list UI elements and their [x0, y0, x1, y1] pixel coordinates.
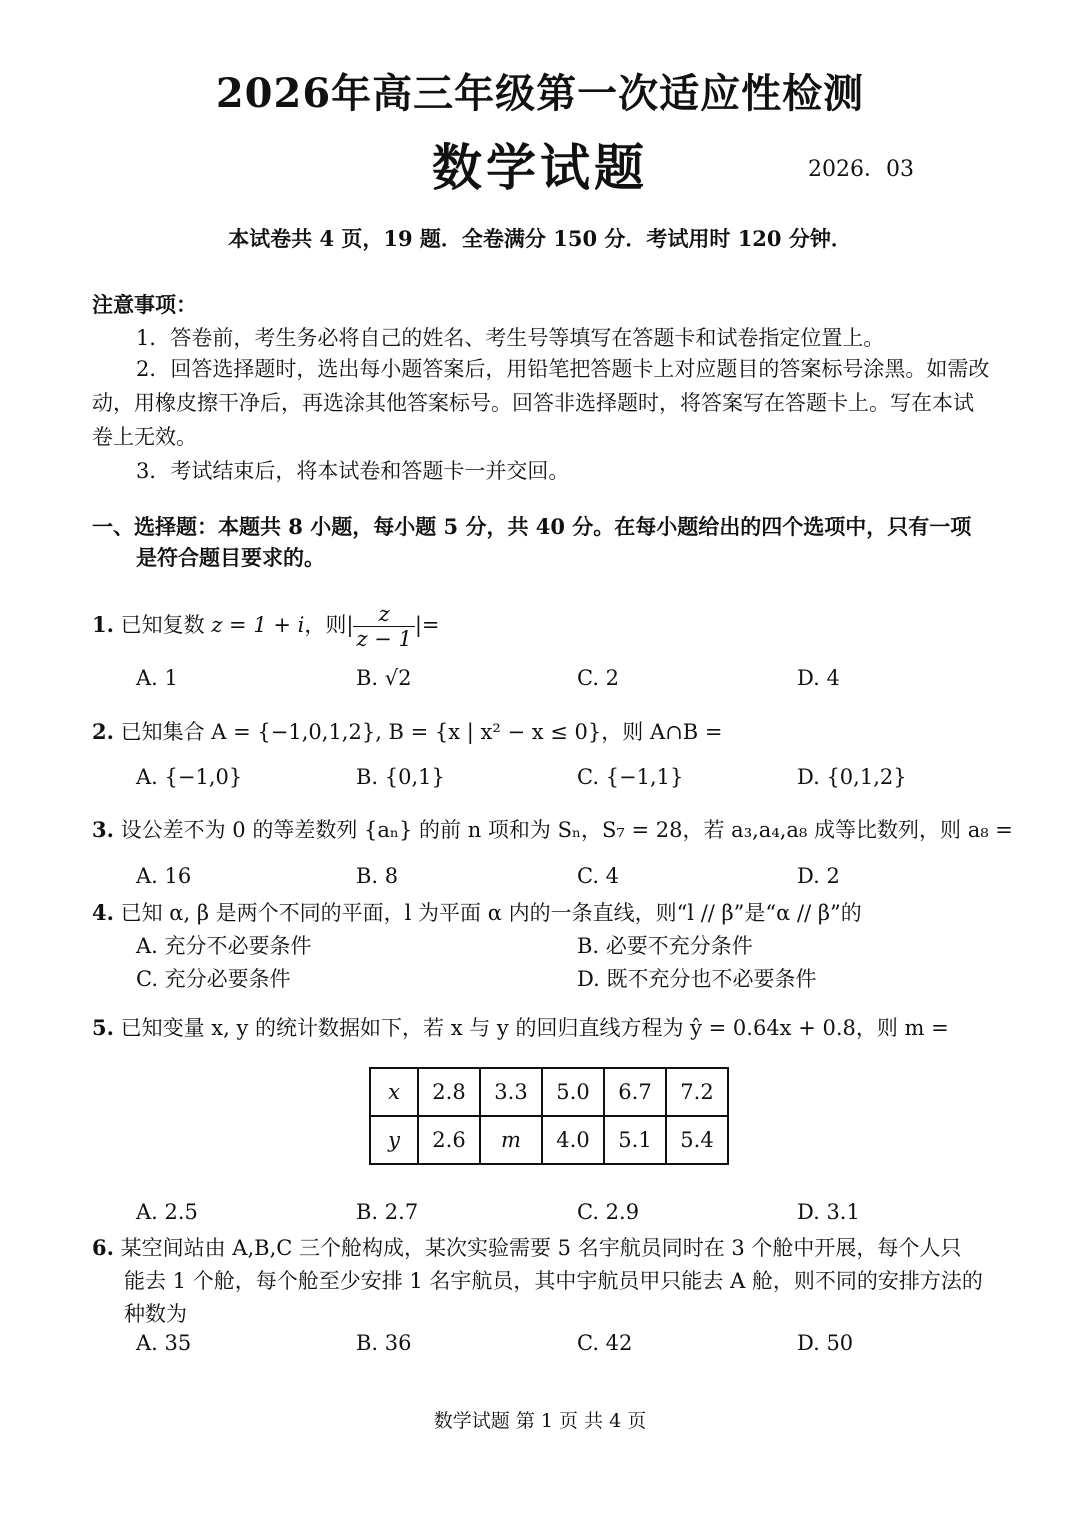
- question-5: [92, 1012, 949, 1042]
- question-text: 已知 α, β 是两个不同的平面，l 为平面 α 内的一条直线，则“l // β”是“α // β”的: [120, 901, 862, 925]
- question-2: [92, 716, 722, 746]
- table-cell: 3.3: [480, 1068, 542, 1116]
- q2-option-d: D. {0,1,2}: [797, 765, 907, 789]
- question-3: [92, 814, 1013, 844]
- question-end: |=: [414, 613, 440, 637]
- statistics-table: [369, 1067, 729, 1165]
- table-cell: m: [480, 1116, 542, 1164]
- page-footer: 数学试题 第 1 页 共 4 页: [433, 1410, 647, 1432]
- q4-option-c: C. 充分必要条件: [136, 967, 291, 991]
- table-cell: 5.0: [542, 1068, 604, 1116]
- fraction-numerator: z: [353, 602, 414, 627]
- question-text: 已知复数: [120, 613, 205, 637]
- question-number: 6.: [92, 1235, 114, 1260]
- table-cell: 6.7: [604, 1068, 666, 1116]
- section-heading-line1: 一、选择题：本题共 8 小题，每小题 5 分，共 40 分。在每小题给出的四个选项中，只有一项: [92, 514, 972, 539]
- q5-option-c: C. 2.9: [577, 1200, 640, 1224]
- table-cell: 7.2: [666, 1068, 728, 1116]
- q1-option-d: D. 4: [797, 666, 840, 690]
- question-number: 5.: [92, 1015, 114, 1040]
- subject-title: 数学试题: [432, 138, 648, 197]
- question-6-line2: 能去 1 个舱，每个舱至少安排 1 名宇航员，其中宇航员甲只能去 A 舱，则不同的安排方法的: [124, 1269, 983, 1293]
- q2-option-a: A. {−1,0}: [136, 765, 243, 789]
- question-6: [92, 1232, 961, 1262]
- question-number: 4.: [92, 900, 114, 925]
- question-text: 已知集合 A = {−1,0,1,2}, B = {x | x² − x ≤ 0}，则 A∩B =: [120, 720, 723, 744]
- question-text: 设公差不为 0 的等差数列 {aₙ} 的前 n 项和为 Sₙ，S₇ = 28，若 a₃,a₄,a₈ 成等比数列，则 a₈ =: [120, 818, 1013, 842]
- q1-option-c: C. 2: [577, 666, 620, 690]
- q5-option-a: A. 2.5: [136, 1200, 198, 1224]
- table-cell: 4.0: [542, 1116, 604, 1164]
- q4-option-b: B. 必要不充分条件: [577, 934, 753, 958]
- notice-title: 注意事项：: [92, 292, 197, 317]
- q4-option-d: D. 既不充分也不必要条件: [577, 967, 817, 991]
- table-cell: y: [370, 1116, 418, 1164]
- exam-intro: 本试卷共 4 页，19 题．全卷满分 150 分．考试用时 120 分钟．: [228, 226, 852, 251]
- q2-option-c: C. {−1,1}: [577, 765, 684, 789]
- q3-option-a: A. 16: [136, 864, 192, 888]
- fraction-denominator: z − 1: [356, 627, 412, 651]
- table-cell: 5.4: [666, 1116, 728, 1164]
- q6-option-a: A. 35: [136, 1331, 192, 1355]
- q6-option-c: C. 42: [577, 1331, 633, 1355]
- q5-option-b: B. 2.7: [356, 1200, 419, 1224]
- table-row-x: [370, 1068, 728, 1116]
- table-cell: 2.8: [418, 1068, 480, 1116]
- notice-item-2: 2．回答选择题时，选出每小题答案后，用铅笔把答题卡上对应题目的答案标号涂黑。如需改动，用橡皮擦干净后，再选涂其他答案标号。回答非选择题时，将答案写在答题卡上。写在本试卷上无效。: [92, 357, 990, 449]
- exam-title: 2026年高三年级第一次适应性检测: [215, 70, 865, 117]
- fraction: [353, 602, 414, 651]
- table-cell: 5.1: [604, 1116, 666, 1164]
- q3-option-d: D. 2: [797, 864, 840, 888]
- notice-item-1: 1．答卷前，考生务必将自己的姓名、考生号等填写在答题卡和试卷指定位置上。: [136, 326, 885, 350]
- question-6-line3: 种数为: [124, 1302, 187, 1326]
- question-number: 2.: [92, 719, 114, 744]
- table-cell: 2.6: [418, 1116, 480, 1164]
- q1-option-b: B. √2: [356, 666, 412, 690]
- table-cell: x: [370, 1068, 418, 1116]
- question-expr: z = 1 + i: [211, 613, 305, 637]
- question-1: 1. 已知复数 z = 1 + i，则| $\frac{z}{z - 1}$ |=: [92, 602, 440, 651]
- question-4: [92, 897, 862, 927]
- q2-option-b: B. {0,1}: [356, 765, 445, 789]
- exam-date: 2026．03: [808, 157, 914, 182]
- q5-option-d: D. 3.1: [797, 1200, 860, 1224]
- q6-option-d: D. 50: [797, 1331, 854, 1355]
- question-number: 3.: [92, 817, 114, 842]
- q3-option-b: B. 8: [356, 864, 399, 888]
- question-text: 已知变量 x, y 的统计数据如下，若 x 与 y 的回归直线方程为 ŷ = 0.64x + 0.8，则 m =: [120, 1016, 949, 1040]
- section-heading-line2: 是符合题目要求的。: [136, 545, 325, 570]
- q4-option-a: A. 充分不必要条件: [136, 934, 312, 958]
- question-number: 1.: [92, 612, 114, 637]
- q3-option-c: C. 4: [577, 864, 620, 888]
- notice-item-3: 3．考试结束后，将本试卷和答题卡一并交回。: [136, 459, 570, 483]
- question-mid: ，则: [304, 613, 347, 637]
- question-text-line1: 某空间站由 A,B,C 三个舱构成，某次实验需要 5 名宇航员同时在 3 个舱中开展，每个人只: [120, 1236, 962, 1260]
- q1-option-a: A. 1: [136, 666, 178, 690]
- table-row-y: [370, 1116, 728, 1164]
- q6-option-b: B. 36: [356, 1331, 412, 1355]
